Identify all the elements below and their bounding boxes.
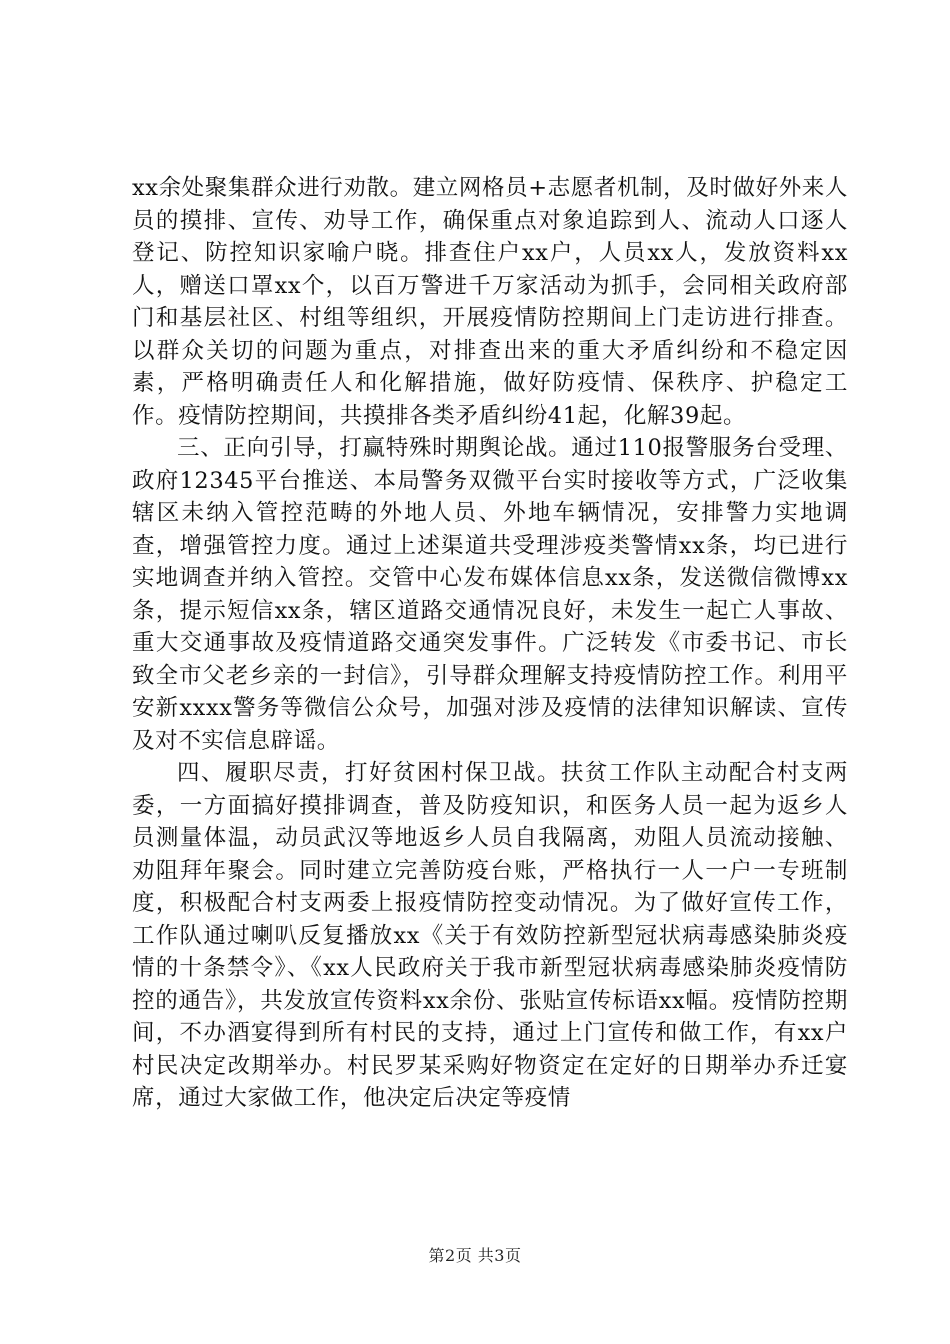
paragraph-continuation: xx余处聚集群众进行劝散。建立网格员+志愿者机制，及时做好外来人员的摸排、宣传、劝导工作，确保重点对象追踪到人、流动人口逐人登记、防控知识家喻户晓。排查住户xx户，人员xx人，发放资料xx人，赠送口罩xx个，以百万警进千万家活动为抓手，会同相关政府部门和基层社区、村组等组织，开展疫情防控期间上门走访进行排查。以群众关切的问题为重点，对排查出来的重大矛盾纠纷和不稳定因素，严格明确责任人和化解措施，做好防疫情、保秩序、护稳定工作。疫情防控期间，共摸排各类矛盾纠纷41起，化解39起。 xyxy=(132,175,848,429)
paragraph-section-four: 四、履职尽责，打好贫困村保卫战。扶贫工作队主动配合村支两委，一方面搞好摸排调查，普及防疫知识，和医务人员一起为返乡人员测量体温，动员武汉等地返乡人员自我隔离，劝阻人员流动接触、劝阻拜年聚会。同时建立完善防疫台账，严格执行一人一户一专班制度，积极配合村支两委上报疫情防控变动情况。为了做好宣传工作，工作队通过喇叭反复播放xx《关于有效防控新型冠状病毒感染肺炎疫情的十条禁令》、《xx人民政府关于我市新型冠状病毒感染肺炎疫情防控的通告》，共发放宣传资料xx余份、张贴宣传标语xx幅。疫情防控期间，不办酒宴得到所有村民的支持，通过上门宣传和做工作，有xx户村民决定改期举办。村民罗某采购好物资定在定好的日期举办乔迁宴席，通过大家做工作，他决定后决定等疫情 xyxy=(132,760,848,1111)
page-number-footer: 第2页 共3页 xyxy=(428,1246,522,1265)
document-body xyxy=(132,172,848,1115)
paragraph-section-three: 三、正向引导，打赢特殊时期舆论战。通过110报警服务台受理、政府12345平台推送、本局警务双微平台实时接收等方式，广泛收集辖区未纳入管控范畴的外地人员、外地车辆情况，安排警力实地调查，增强管控力度。通过上述渠道共受理涉疫类警情xx条，均已进行实地调查并纳入管控。交管中心发布媒体信息xx条，发送微信微博xx条，提示短信xx条，辖区道路交通情况良好，未发生一起亡人事故、重大交通事故及疫情道路交通突发事件。广泛转发《市委书记、市长致全市父老乡亲的一封信》，引导群众理解支持疫情防控工作。利用平安新xxxx警务等微信公众号，加强对涉及疫情的法律知识解读、宣传及对不实信息辟谣。 xyxy=(132,435,848,754)
